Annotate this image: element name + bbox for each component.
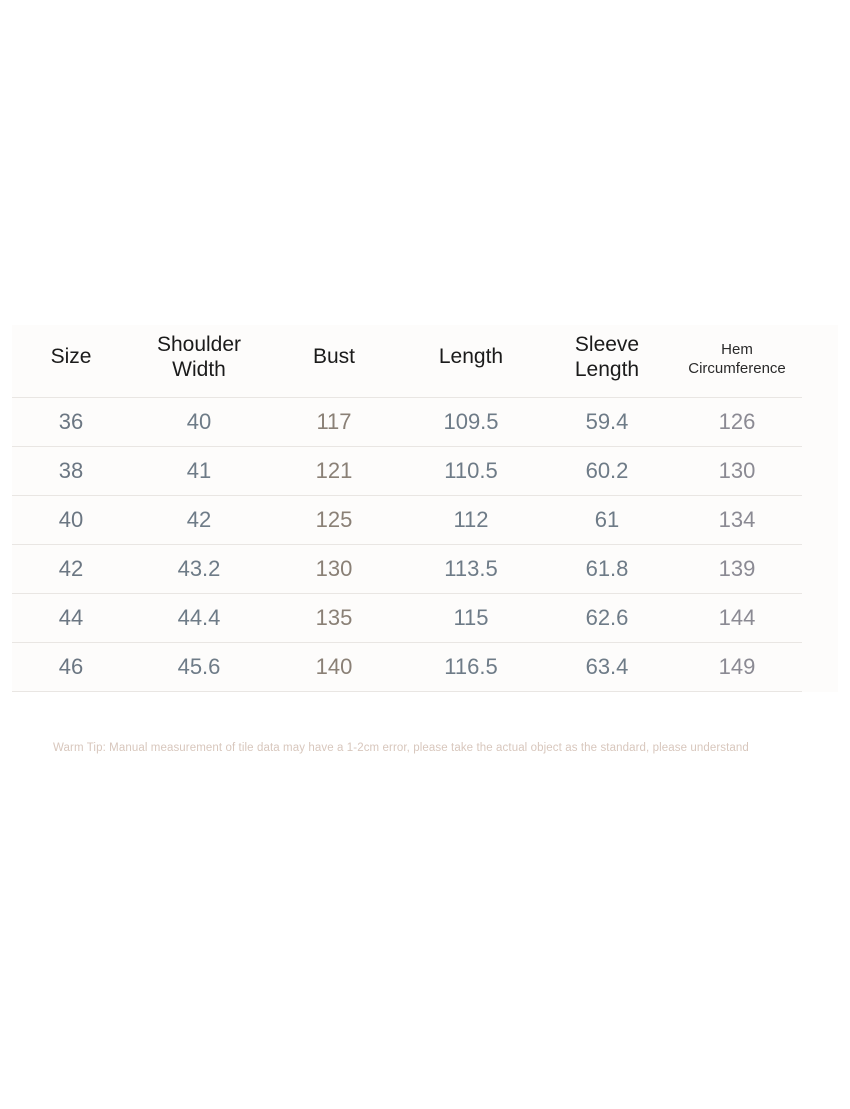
table-row xyxy=(12,397,802,446)
cell-bust: 140 xyxy=(268,642,400,691)
cell-shoulder-width: 43.2 xyxy=(130,544,268,593)
table-row xyxy=(12,544,802,593)
cell-size: 42 xyxy=(12,544,130,593)
cell-size: 44 xyxy=(12,593,130,642)
header-sleeve-length: Sleeve Length xyxy=(574,333,640,381)
cell-length: 109.5 xyxy=(400,397,542,446)
cell-length: 115 xyxy=(400,593,542,642)
table-body xyxy=(12,397,802,691)
cell-hem-circumference: 126 xyxy=(672,397,802,446)
cell-shoulder-width: 41 xyxy=(130,446,268,495)
cell-hem-circumference: 130 xyxy=(672,446,802,495)
table-row xyxy=(12,446,802,495)
cell-sleeve-length: 63.4 xyxy=(542,642,672,691)
cell-hem-circumference: 134 xyxy=(672,495,802,544)
cell-size: 46 xyxy=(12,642,130,691)
cell-bust: 135 xyxy=(268,593,400,642)
cell-sleeve-length: 62.6 xyxy=(542,593,672,642)
table-row xyxy=(12,642,802,691)
cell-sleeve-length: 61 xyxy=(542,495,672,544)
header-hem-circumference: Hem Circumference xyxy=(688,341,786,377)
cell-sleeve-length: 61.8 xyxy=(542,544,672,593)
cell-sleeve-length: 60.2 xyxy=(542,446,672,495)
table-row xyxy=(12,593,802,642)
cell-size: 38 xyxy=(12,446,130,495)
cell-shoulder-width: 44.4 xyxy=(130,593,268,642)
cell-hem-circumference: 149 xyxy=(672,642,802,691)
cell-shoulder-width: 40 xyxy=(130,397,268,446)
cell-bust: 121 xyxy=(268,446,400,495)
size-table-container xyxy=(12,325,838,692)
warm-tip-text: Warm Tip: Manual measurement of tile data may have a 1-2cm error, please take the actual object as the standard, please understand xyxy=(53,742,749,754)
cell-shoulder-width: 45.6 xyxy=(130,642,268,691)
cell-hem-circumference: 139 xyxy=(672,544,802,593)
cell-bust: 125 xyxy=(268,495,400,544)
cell-bust: 130 xyxy=(268,544,400,593)
table-row xyxy=(12,495,802,544)
cell-sleeve-length: 59.4 xyxy=(542,397,672,446)
cell-shoulder-width: 42 xyxy=(130,495,268,544)
cell-bust: 117 xyxy=(268,397,400,446)
cell-hem-circumference: 144 xyxy=(672,593,802,642)
table-header-row xyxy=(12,325,802,397)
cell-length: 112 xyxy=(400,495,542,544)
size-table xyxy=(12,325,802,692)
cell-size: 40 xyxy=(12,495,130,544)
header-length: Length xyxy=(438,345,504,369)
header-bust: Bust xyxy=(312,345,356,369)
cell-length: 116.5 xyxy=(400,642,542,691)
header-size: Size xyxy=(50,345,92,369)
cell-length: 113.5 xyxy=(400,544,542,593)
cell-size: 36 xyxy=(12,397,130,446)
cell-length: 110.5 xyxy=(400,446,542,495)
header-shoulder-width: Shoulder Width xyxy=(156,333,242,381)
